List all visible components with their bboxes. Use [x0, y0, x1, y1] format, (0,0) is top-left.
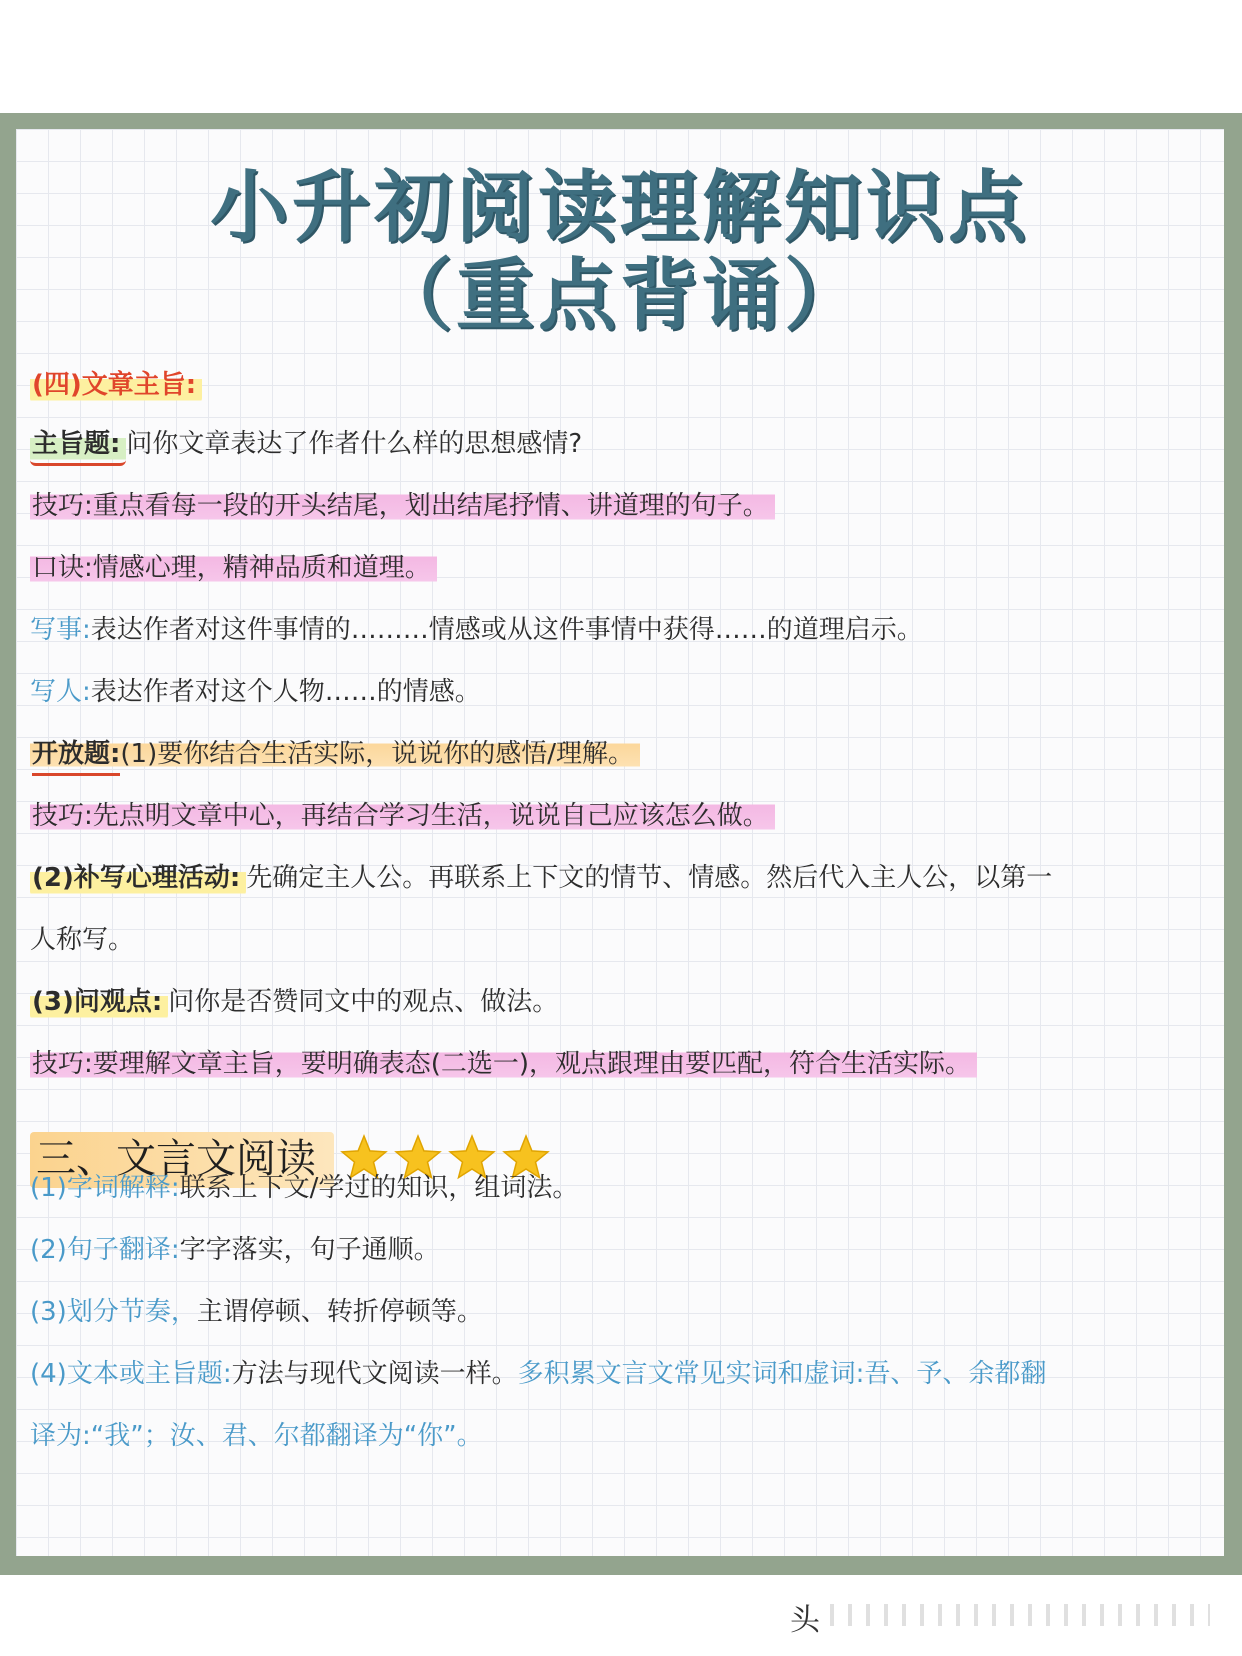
text-theme-cont-text: 译为:“我”；汝、君、尔都翻译为“你”。: [30, 1421, 483, 1451]
word-explain-label: (1)字词解释:: [30, 1173, 180, 1203]
opinion-label: (3)问观点:: [30, 985, 168, 1021]
section-heading-label: (四)文章主旨:: [30, 368, 202, 404]
text-theme-text: 方法与现代文阅读一样。: [231, 1359, 518, 1389]
grid-paper: [16, 129, 1224, 1556]
rhythm-label: (3)划分节奏，: [30, 1297, 197, 1327]
star-icon: [504, 1136, 548, 1178]
star-icon: [342, 1136, 386, 1178]
line-text-theme-cont: [30, 1423, 483, 1449]
page-frame: [0, 113, 1242, 1575]
sentence-translate-text: 字字落实，句子通顺。: [179, 1235, 440, 1265]
formula-text: 口诀:情感心理，精神品质和道理。: [30, 551, 437, 587]
star-icon: [396, 1136, 440, 1178]
page-title: 小升初阅读理解知识点: [209, 163, 1030, 253]
psych-activity-text: 先确定主人公。再联系上下文的情节、情感。然后代入主人公，以第一: [246, 863, 1053, 893]
psych-activity-text-cont: 人称写。: [30, 925, 135, 955]
opinion-text: 问你是否赞同文中的观点、做法。: [168, 987, 559, 1017]
text-theme-blue-text: 多积累文言文常见实词和虚词:吾、予、余都翻: [517, 1359, 1047, 1389]
write-event-label: 写事:: [30, 615, 91, 645]
line-write-event: [30, 617, 923, 643]
sentence-translate-label: (2)句子翻译:: [30, 1235, 180, 1265]
word-explain-text: 联系上下文/学过的知识，组词法。: [179, 1173, 579, 1203]
line-text-theme: [30, 1361, 1046, 1387]
rhythm-text: 主谓停顿、转折停顿等。: [196, 1297, 483, 1327]
line-rhythm: [30, 1299, 483, 1325]
line-opinion: [30, 989, 558, 1015]
line-write-person: [30, 679, 481, 705]
open-question-highlight: [30, 737, 640, 773]
write-person-text: 表达作者对这个人物……的情感。: [90, 677, 481, 707]
tip-1-text: 技巧:重点看每一段的开头结尾，划出结尾抒情、讲道理的句子。: [30, 489, 775, 525]
tip-2-text: 技巧:先点明文章中心，再结合学习生活，说说自己应该怎么做。: [30, 799, 775, 835]
footer-watermark: 头: [790, 1603, 820, 1638]
line-sentence-translate: [30, 1237, 440, 1263]
line-word-explain: [30, 1175, 578, 1201]
line-psych-activity: [30, 865, 1052, 891]
text-theme-label: (4)文本或主旨题:: [30, 1359, 232, 1389]
open-question-label: 开放题:: [32, 739, 120, 776]
line-tip-3: [30, 1051, 977, 1077]
line-psych-activity-cont: [30, 927, 134, 953]
line-tip-1: [30, 493, 775, 519]
psych-activity-label: (2)补写心理活动:: [30, 861, 246, 897]
theme-question-label: 主旨题:: [30, 427, 126, 466]
footer-bars: [830, 1604, 1210, 1626]
theme-question-text: 问你文章表达了作者什么样的思想感情?: [126, 429, 583, 459]
tip-3-text: 技巧:要理解文章主旨，要明确表态(二选一)，观点跟理由要匹配，符合生活实际。: [30, 1047, 977, 1083]
write-event-text: 表达作者对这件事情的………情感或从这件事情中获得……的道理启示。: [90, 615, 923, 645]
open-question-text: (1)要你结合生活实际，说说你的感悟/理解。: [120, 739, 634, 769]
write-person-label: 写人:: [30, 677, 91, 707]
section-heading-theme: [30, 372, 202, 398]
line-theme-question: [30, 431, 582, 457]
line-formula: [30, 555, 437, 581]
page-subtitle: （重点背诵）: [373, 251, 866, 341]
line-tip-2: [30, 803, 775, 829]
classical-heading-text: 三、文言文阅读: [30, 1132, 334, 1188]
star-icon: [450, 1136, 494, 1178]
line-open-question: [30, 741, 640, 767]
